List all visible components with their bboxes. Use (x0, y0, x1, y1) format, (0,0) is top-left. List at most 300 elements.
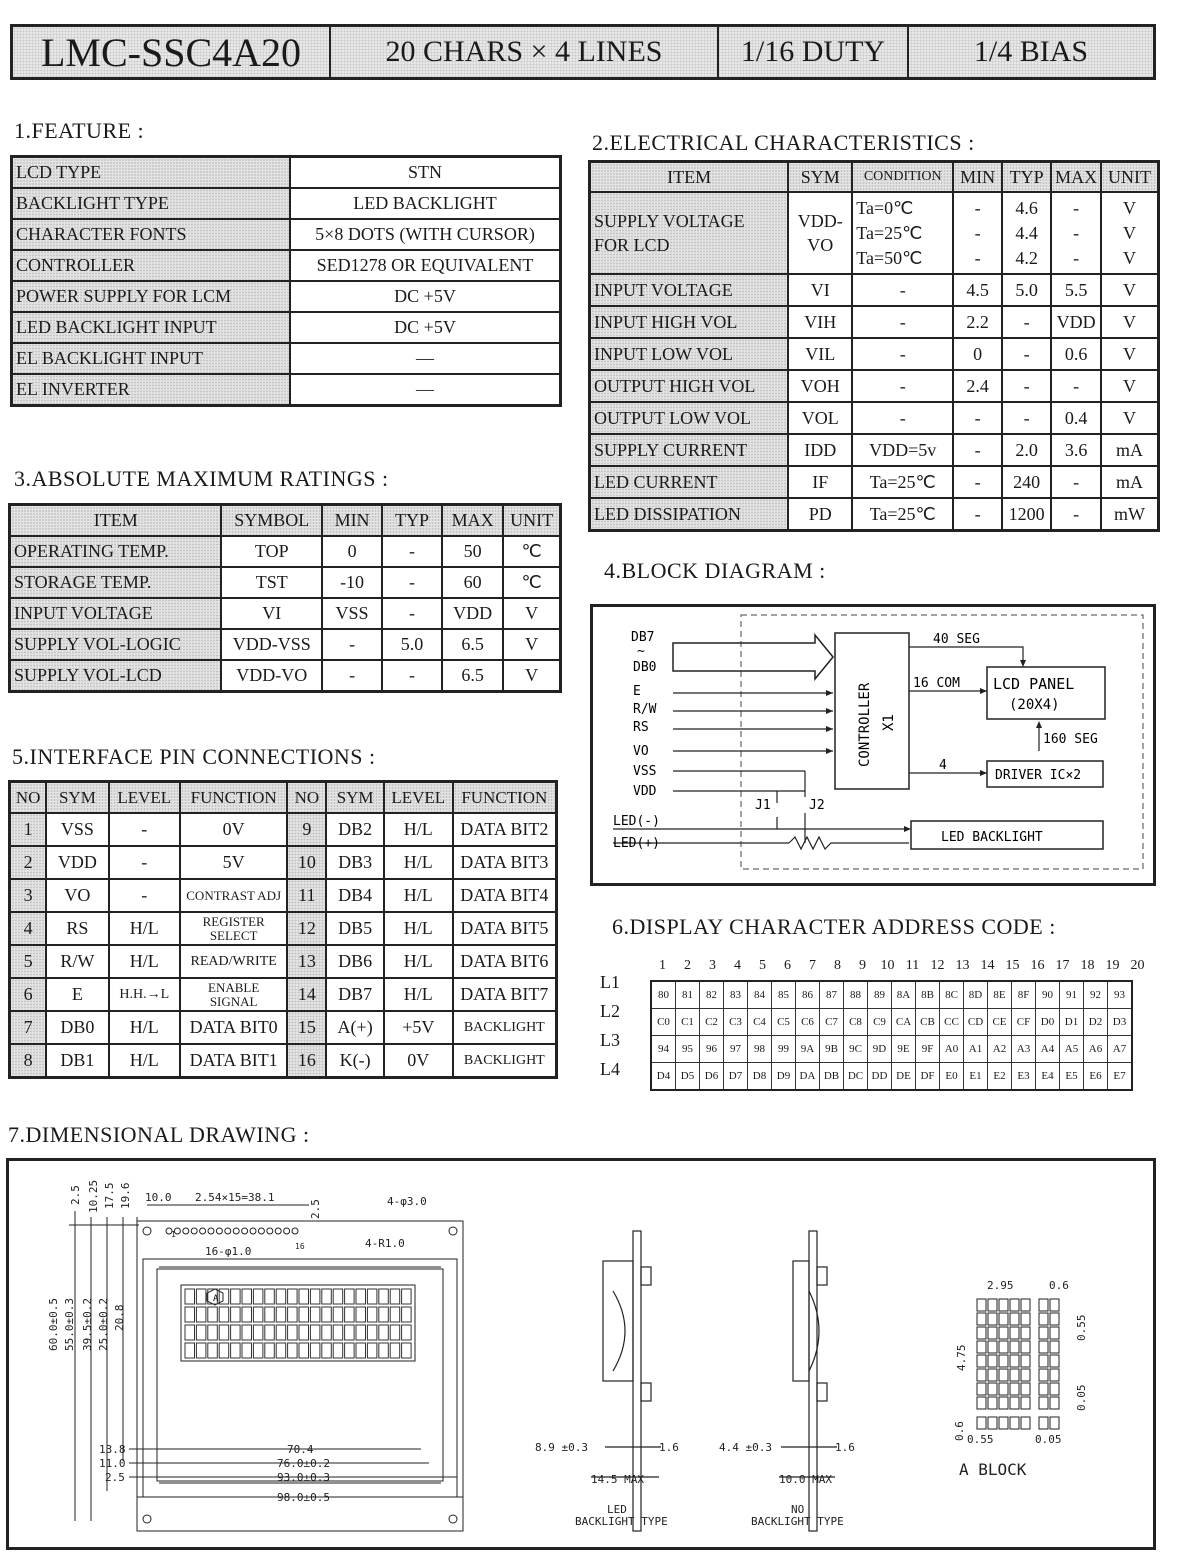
elec-cell: LED DISSIPATION (590, 498, 789, 531)
address-line-label: L2 (600, 1001, 620, 1021)
pins-cell: 7 (10, 1011, 47, 1044)
pins-row (10, 912, 557, 945)
char-cell (276, 1289, 286, 1304)
a-block-dot (1050, 1299, 1059, 1311)
a-block-dot (988, 1355, 997, 1367)
address-col-num: 15 (1005, 958, 1020, 973)
elec-supply-typ: 4.6 (1015, 197, 1038, 218)
block-title: 4.BLOCK DIAGRAM : (604, 558, 826, 583)
pins-cell: VSS (46, 813, 108, 846)
a-block-dot (1021, 1313, 1030, 1325)
abs-row (10, 536, 561, 567)
side-no-max: 10.0 MAX (779, 1473, 832, 1486)
pins-cell: VO (46, 879, 108, 912)
pins-cell: 14 (287, 978, 326, 1011)
supply-item: SUPPLY VOLTAGE (594, 211, 745, 231)
abs-cell: TST (221, 567, 322, 598)
pins-head-cell: SYM (46, 782, 108, 814)
address-col-num: 7 (809, 958, 816, 973)
a-block-dot (999, 1355, 1008, 1367)
elec-cell: VIL (788, 338, 852, 370)
char-cell (379, 1289, 389, 1304)
lcd-panel-size: (20X4) (1009, 697, 1060, 713)
com16-label: 16 COM (913, 676, 960, 691)
feature-value: 5×8 DOTS (WITH CURSOR) (290, 219, 561, 250)
pin-hole (275, 1228, 281, 1234)
char-cell (322, 1325, 332, 1340)
address-col-num: 8 (834, 958, 841, 973)
pins-cell: DATA BIT5 (453, 912, 557, 945)
elec-cell: IF (788, 466, 852, 498)
a-block-cursor (1039, 1417, 1048, 1429)
a-block-dot (1010, 1341, 1019, 1353)
abs-cell: V (503, 598, 560, 629)
pins-row (10, 879, 557, 912)
char-cell (345, 1307, 355, 1322)
pins-cell: DB4 (326, 879, 384, 912)
address-cell: DA (796, 1063, 820, 1091)
address-cell: A1 (964, 1036, 988, 1063)
a-block-dot (977, 1397, 986, 1409)
feature-title: 1.FEATURE : (14, 118, 145, 143)
a-block-dot (1039, 1313, 1048, 1325)
pins-cell: DB1 (46, 1044, 108, 1078)
controller-count: X1 (881, 714, 897, 731)
a-block-dot (999, 1313, 1008, 1325)
a-block-dot (1010, 1313, 1019, 1325)
abs-cell: 5.0 (382, 629, 442, 660)
side-led-max: 14.5 MAX (591, 1473, 644, 1486)
address-cell: E6 (1084, 1063, 1108, 1091)
label-db0: DB0 (633, 660, 657, 675)
pins-cell: 9 (287, 813, 326, 846)
pins-cell: 8 (10, 1044, 47, 1078)
address-columns (650, 958, 1160, 978)
dim-pins: 16-φ1.0 (205, 1245, 252, 1258)
char-cell (265, 1325, 275, 1340)
address-cell: CB (916, 1009, 940, 1036)
elec-cell: - (852, 338, 953, 370)
elec-supply-min: - (974, 222, 981, 243)
pins-head-cell: FUNCTION (180, 782, 288, 814)
pin-hole (258, 1228, 264, 1234)
address-col-num: 19 (1105, 958, 1120, 973)
address-col-num: 3 (709, 958, 716, 973)
pin-hole (267, 1228, 273, 1234)
elec-cell: INPUT VOLTAGE (590, 274, 789, 306)
pins-cell: DATA BIT2 (453, 813, 557, 846)
a-block-dot (1039, 1369, 1048, 1381)
a-block-label: A BLOCK (959, 1460, 1027, 1479)
address-cell: 91 (1060, 981, 1084, 1009)
elec-cell: VDD (1051, 306, 1101, 338)
address-cell: C6 (796, 1009, 820, 1036)
pin-hole (242, 1228, 248, 1234)
char-cell (356, 1307, 366, 1322)
address-cell: E2 (988, 1063, 1012, 1091)
pins-row (10, 846, 557, 879)
elec-cell: V (1101, 274, 1158, 306)
abs-cell: SUPPLY VOL-LOGIC (10, 629, 222, 660)
pins-cell: READ/WRITE (180, 945, 288, 978)
char-cell (219, 1307, 229, 1322)
dimensional-svg (9, 1161, 1153, 1547)
abs-head-cell: MAX (442, 505, 503, 537)
feature-value: — (290, 374, 561, 406)
pins-cell: DB5 (326, 912, 384, 945)
pins-cell: DATA BIT7 (453, 978, 557, 1011)
char-cell (367, 1289, 377, 1304)
char-cell (231, 1307, 241, 1322)
pins-cell: H/L (384, 846, 453, 879)
pins-row (10, 945, 557, 978)
model-name: LMC-SSC4A20 (13, 27, 331, 77)
dim-17-5: 17.5 (103, 1182, 116, 1209)
address-cell: DF (916, 1063, 940, 1091)
address-title: 6.DISPLAY CHARACTER ADDRESS CODE : (612, 914, 1056, 939)
a-block-dot (988, 1369, 997, 1381)
ab-0-55-b: 0.55 (967, 1433, 994, 1446)
dim-title: 7.DIMENSIONAL DRAWING : (8, 1122, 310, 1147)
abs-head-cell: ITEM (10, 505, 222, 537)
address-cell: D3 (1108, 1009, 1133, 1036)
feature-row (12, 219, 561, 250)
pin-hole (208, 1228, 214, 1234)
dim-19-6: 19.6 (119, 1182, 132, 1209)
elec-cell: OUTPUT HIGH VOL (590, 370, 789, 402)
pins-cell: - (109, 813, 180, 846)
elec-cell: 2.4 (953, 370, 1002, 402)
side-no-thick: 4.4 ±0.3 (719, 1441, 772, 1454)
pins-cell: DATA BIT1 (180, 1044, 288, 1078)
bias: 1/4 BIAS (973, 35, 1089, 68)
char-cell (310, 1325, 320, 1340)
address-cell: D9 (772, 1063, 796, 1091)
a-block-dot (988, 1299, 997, 1311)
a-block-dot (977, 1299, 986, 1311)
a-block-dot (988, 1327, 997, 1339)
elec-row (590, 466, 1159, 498)
address-cell: 88 (844, 981, 868, 1009)
elec-supply-cond: Ta=50℃ (856, 247, 923, 268)
side-led-thick: 8.9 ±0.3 (535, 1441, 588, 1454)
pins-cell: A(+) (326, 1011, 384, 1044)
a-block-dot (999, 1299, 1008, 1311)
elec-cell: - (1051, 466, 1101, 498)
address-cell: CA (892, 1009, 916, 1036)
elec-supply-unit: V (1123, 222, 1137, 243)
a-block-dot (1021, 1327, 1030, 1339)
elec-cell: mA (1101, 466, 1158, 498)
dim-55: 55.0±0.3 (63, 1298, 76, 1351)
address-cell: D2 (1084, 1009, 1108, 1036)
char-cell (276, 1325, 286, 1340)
pins-cell: H/L (109, 945, 180, 978)
abs-cell: ℃ (503, 567, 560, 598)
dim-39-5: 39.5±0.2 (81, 1298, 94, 1351)
char-cell (208, 1307, 218, 1322)
feature-row (12, 250, 561, 281)
elec-cell: 2.0 (1002, 434, 1051, 466)
elec-head-cell: MIN (953, 162, 1002, 193)
char-cell (288, 1289, 298, 1304)
supply-sym2: VO (807, 235, 834, 255)
lcd-panel-label: LCD PANEL (993, 675, 1075, 693)
char-cell (402, 1343, 412, 1358)
address-cell: 98 (748, 1036, 772, 1063)
elec-cell: - (953, 466, 1002, 498)
a-block-dot (1039, 1355, 1048, 1367)
pins-cell: H/L (384, 912, 453, 945)
elec-cell: INPUT LOW VOL (590, 338, 789, 370)
char-cell (356, 1343, 366, 1358)
char-cell (345, 1325, 355, 1340)
feature-value: DC +5V (290, 312, 561, 343)
pins-cell: 12 (287, 912, 326, 945)
char-cell (367, 1325, 377, 1340)
elec-cell: - (1051, 370, 1101, 402)
char-cell (367, 1307, 377, 1322)
address-col-num: 2 (684, 958, 691, 973)
char-cell (390, 1325, 400, 1340)
abs-cell: - (382, 598, 442, 629)
pins-head-cell: FUNCTION (453, 782, 557, 814)
abs-row (10, 660, 561, 692)
pins-cell: DB6 (326, 945, 384, 978)
elec-cell: mA (1101, 434, 1158, 466)
pins-header (10, 782, 557, 814)
pins-cell: BACKLIGHT (453, 1011, 557, 1044)
pins-cell: - (109, 879, 180, 912)
elec-cell: 2.2 (953, 306, 1002, 338)
char-cell (288, 1343, 298, 1358)
controller-label: CONTROLLER (857, 682, 873, 767)
elec-cell: V (1101, 338, 1158, 370)
elec-supply-max: - (1073, 247, 1080, 268)
address-row (651, 1063, 1132, 1091)
address-cell: DB (820, 1063, 844, 1091)
address-col-num: 12 (930, 958, 945, 973)
a-block-dot (1050, 1397, 1059, 1409)
a-block-dot (999, 1397, 1008, 1409)
a-block-dot (1021, 1299, 1030, 1311)
elec-cell: VOL (788, 402, 852, 434)
pins-row (10, 813, 557, 846)
elec-cell: - (953, 498, 1002, 531)
address-cell: E4 (1036, 1063, 1060, 1091)
char-cell (402, 1289, 412, 1304)
feature-row (12, 343, 561, 374)
pins-cell: DB7 (326, 978, 384, 1011)
pins-cell: DATA BIT4 (453, 879, 557, 912)
ab-0-6-l: 0.6 (953, 1421, 966, 1441)
elec-cell: 1200 (1002, 498, 1051, 531)
a-block-dot (988, 1313, 997, 1325)
char-cell (196, 1325, 206, 1340)
a-block-dot (988, 1383, 997, 1395)
dim-holes: 4-φ3.0 (387, 1195, 427, 1208)
seg160-label: 160 SEG (1043, 732, 1098, 747)
char-cell (185, 1325, 195, 1340)
elec-cell: - (852, 370, 953, 402)
char-cell (402, 1307, 412, 1322)
address-col-num: 10 (880, 958, 895, 973)
address-cell: C5 (772, 1009, 796, 1036)
block-diagram-svg (593, 607, 1153, 883)
abs-cell: - (382, 567, 442, 598)
pin-hole (250, 1228, 256, 1234)
elec-cell: - (1002, 370, 1051, 402)
abs-cell: STORAGE TEMP. (10, 567, 222, 598)
char-cell (288, 1307, 298, 1322)
label-vo: VO (633, 744, 649, 759)
a-block-cursor (999, 1417, 1008, 1429)
a-block-dot (999, 1327, 1008, 1339)
a-block-dot (1050, 1313, 1059, 1325)
feature-key: EL INVERTER (12, 374, 291, 406)
j1-label: J1 (755, 798, 771, 813)
address-cell: C4 (748, 1009, 772, 1036)
abs-row (10, 598, 561, 629)
a-block-dot (1039, 1397, 1048, 1409)
side-no-type2: BACKLIGHT TYPE (751, 1515, 844, 1528)
a-block-dot (977, 1355, 986, 1367)
a-block-dot (1010, 1327, 1019, 1339)
elec-cell: IDD (788, 434, 852, 466)
ab-0-05-b: 0.05 (1035, 1433, 1062, 1446)
address-cell: CC (940, 1009, 964, 1036)
address-cell: D4 (651, 1063, 676, 1091)
pins-cell: CONTRAST ADJ (180, 879, 288, 912)
address-cell: 8C (940, 981, 964, 1009)
char-cell (242, 1325, 252, 1340)
pins-cell: 5 (10, 945, 47, 978)
address-cell: C1 (676, 1009, 700, 1036)
pins-cell: RS (46, 912, 108, 945)
label-rs: RS (633, 720, 649, 735)
pins-cell: 2 (10, 846, 47, 879)
pins-head-cell: NO (287, 782, 326, 814)
pins-cell: VDD (46, 846, 108, 879)
abs-cell: VSS (322, 598, 382, 629)
label-db7: DB7 (631, 630, 655, 645)
abs-cell: 0 (322, 536, 382, 567)
address-cell: E5 (1060, 1063, 1084, 1091)
address-cell: 8F (1012, 981, 1036, 1009)
dim-13-8: 13.8 (99, 1443, 126, 1456)
elec-cell: INPUT HIGH VOL (590, 306, 789, 338)
feature-table (10, 155, 562, 407)
elec-cell: - (852, 402, 953, 434)
char-cell (379, 1325, 389, 1340)
pins-cell: +5V (384, 1011, 453, 1044)
elec-row (590, 370, 1159, 402)
side-led-type2: BACKLIGHT TYPE (575, 1515, 668, 1528)
elec-row (590, 402, 1159, 434)
address-cell: C7 (820, 1009, 844, 1036)
label-tilde: ~ (637, 644, 645, 659)
dim-pitch: 2.54×15=38.1 (195, 1191, 275, 1204)
elec-cell: V (1101, 306, 1158, 338)
pins-cell: BACKLIGHT (453, 1044, 557, 1078)
led-minus-label: LED(-) (613, 814, 660, 829)
elec-head-cell: SYM (788, 162, 852, 193)
pins-cell: 3 (10, 879, 47, 912)
char-cell (356, 1289, 366, 1304)
char-cell (310, 1307, 320, 1322)
char-cell (345, 1343, 355, 1358)
pins-cell: 0V (384, 1044, 453, 1078)
pins-cell: DB2 (326, 813, 384, 846)
block-diagram (590, 604, 1156, 886)
j2-label: J2 (809, 798, 825, 813)
feature-row (12, 312, 561, 343)
feature-key: BACKLIGHT TYPE (12, 188, 291, 219)
char-cell (379, 1343, 389, 1358)
address-col-num: 17 (1055, 958, 1070, 973)
address-cell: 81 (676, 981, 700, 1009)
abs-head-cell: TYP (382, 505, 442, 537)
pins-cell: ENABLE SIGNAL (180, 978, 288, 1011)
a-block-dot (1021, 1355, 1030, 1367)
address-cell: 97 (724, 1036, 748, 1063)
abs-cell: - (382, 536, 442, 567)
pins-cell: 6 (10, 978, 47, 1011)
char-cell (402, 1325, 412, 1340)
elec-cell: V (1101, 370, 1158, 402)
char-cell (345, 1289, 355, 1304)
side-no-type1: NO (791, 1503, 805, 1516)
elec-cell: - (953, 402, 1002, 434)
address-cell: D7 (724, 1063, 748, 1091)
address-cell: DD (868, 1063, 892, 1091)
elec-cell: Ta=25℃ (852, 466, 953, 498)
abs-cell: VDD (442, 598, 503, 629)
duty: 1/16 DUTY (719, 27, 909, 77)
pins-cell: 1 (10, 813, 47, 846)
address-col-num: 13 (955, 958, 970, 973)
address-cell: CF (1012, 1009, 1036, 1036)
address-col-num: 11 (905, 958, 920, 973)
char-cell (265, 1289, 275, 1304)
char-cell (310, 1289, 320, 1304)
elec-header (590, 162, 1159, 193)
abs-cell: TOP (221, 536, 322, 567)
pins-head-cell: SYM (326, 782, 384, 814)
ab-0-55-r: 0.55 (1075, 1314, 1088, 1341)
elec-cell: V (1101, 402, 1158, 434)
pins-cell: DATA BIT6 (453, 945, 557, 978)
a-block-dot (999, 1383, 1008, 1395)
char-cell (333, 1307, 343, 1322)
pin-hole (191, 1228, 197, 1234)
elec-supply-min: - (974, 247, 981, 268)
a-block-dot (999, 1369, 1008, 1381)
char-cell (333, 1343, 343, 1358)
pin-1: 1 (171, 1230, 176, 1239)
elec-cell: SUPPLY CURRENT (590, 434, 789, 466)
pin-hole (200, 1228, 206, 1234)
elec-supply-unit: V (1123, 247, 1137, 268)
abs-cell: 60 (442, 567, 503, 598)
a-block-dot (977, 1369, 986, 1381)
a-block-dot (977, 1383, 986, 1395)
pins-cell: H/L (384, 879, 453, 912)
elec-supply-min: - (974, 197, 981, 218)
char-cell (253, 1343, 263, 1358)
feature-key: EL BACKLIGHT INPUT (12, 343, 291, 374)
address-cell: 89 (868, 981, 892, 1009)
